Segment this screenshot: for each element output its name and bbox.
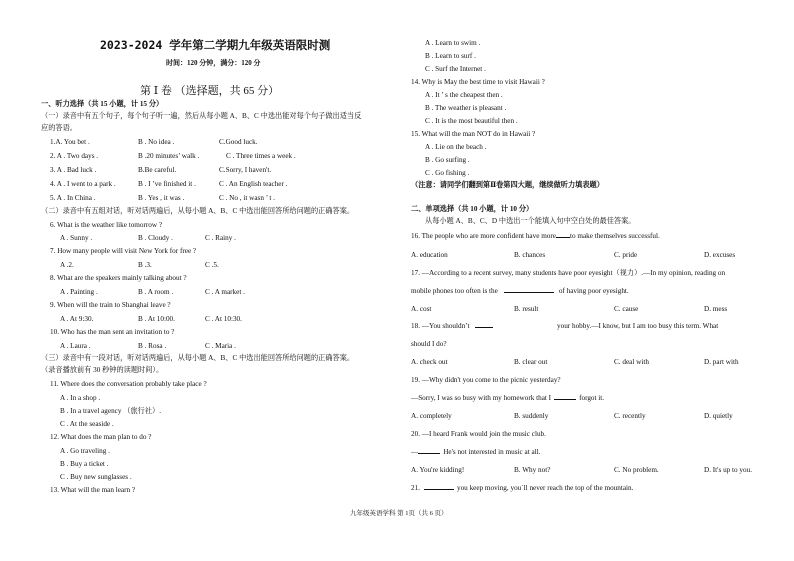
q2-option-b: B .20 minutes’ walk . [138,152,200,160]
q18-blank [475,327,493,328]
q14-option-b: B . The weather is pleasant . [425,104,507,112]
q21-blank [424,489,454,490]
q9-option-c: C . At 10:30. [205,315,242,323]
q10-option-b: B . Rosa . [138,342,167,350]
q20-option-a: A. You're kidding! [411,466,465,474]
part3-intro-line2: （录音播放前有 30 秒钟的读题时间）。 [41,366,164,374]
q18-line2: should I do? [411,340,447,348]
q20-text: He's not interested in music at all. [443,448,541,456]
choice-heading: 二、单项选择（共 10 小题，计 10 分） [411,205,534,213]
q16-option-c: C. pride [614,251,638,259]
q19-text-1: —Sorry, I was so busy with my homework that I [411,394,552,402]
q6-option-a: A . Sunny . [60,234,93,242]
q7-question: 7. How many people will visit New York for free ? [50,247,197,255]
q21-line1 [411,485,633,492]
q17-line2 [411,288,629,295]
part1-intro-line2: 应的答语。 [41,124,77,132]
q17-option-c: C. cause [614,305,639,313]
q10-question: 10. Who has the man sent an invitation to ? [50,328,175,336]
exam-title: 2023-2024 学年第二学期九年级英语限时测 [100,38,331,52]
q10-option-c: C . Maria . [205,342,236,350]
q5-option-c: C . No , it wasn ’ t . [219,194,275,202]
q19-option-c: C. recently [614,412,646,420]
q19-text-2: forgot it. [579,394,605,402]
q16-text-2: to make themselves successful. [569,232,660,240]
q21-number: 21. [411,484,420,492]
q5-option-b: B . Yes , it was . [138,194,185,202]
q11-option-b: B . In a travel agency （旅行社）. [60,407,161,415]
q10-option-a: A . Laura . [60,342,91,350]
q16-option-d: D. excuses [704,251,736,259]
q16-question [411,233,660,240]
q9-option-b: B . At 10:00. [138,315,175,323]
q8-question: 8. What are the speakers mainly talking about ? [50,274,187,282]
q12-option-a: A . Go traveling . [60,447,110,455]
q11-question: 11. Where does the conversation probably take place ? [50,380,207,388]
q20-line1: 20. —I heard Frank would join the music club. [411,430,546,438]
q1-option-c: C.Good luck. [219,138,258,146]
q20-dash: — [411,448,419,456]
q8-option-b: B . A room . [138,288,174,296]
q15-option-b: B . Go surfing . [425,156,470,164]
q20-line2 [411,449,541,456]
q20-option-d: D. It's up to you. [704,466,753,474]
q15-question: 15. What will the man NOT do in Hawaii ? [411,130,536,138]
q16-option-a: A. education [411,251,448,259]
part2-intro: （二）录音中有五组对话，听对话两遍后，从每小题 A、B、C 中选出能回答所给问题的正确答案。 [41,207,355,215]
q19-option-d: D. quietly [704,412,733,420]
q12-option-c: C . Buy new sunglasses . [60,473,132,481]
q20-option-b: B. Why not? [514,466,551,474]
part3-intro-line1: （三）录音中有一段对话，听对话两遍后，从每小题 A、B、C 中选出能回答所给问题的正确答案。 [41,354,355,362]
q12-option-b: B . Buy a ticket . [60,460,109,468]
volume-heading: 第 Ⅰ 卷 （选择题，共 65 分） [140,85,280,97]
q18-option-a: A. check out [411,358,448,366]
q16-blank [556,237,570,238]
q16-text-1: 16. The people who are more confident have more [411,232,556,240]
q19-line2 [411,395,604,402]
q11-option-c: C . At the seaside . [60,420,114,428]
choice-intro: 从每小题 A、B、C、D 中选出一个能填入句中空白处的最佳答案。 [425,217,636,225]
q4-option-c: C . An English teacher . [219,180,288,188]
listening-heading: 一、听力选择（共 15 小题，计 15 分） [41,100,164,108]
q18-option-c: C. deal with [614,358,649,366]
q18-option-b: B. clear out [514,358,548,366]
q21-text: you keep moving, you`ll never reach the top of the mountain. [456,484,634,492]
q18-option-d: D. part with [704,358,739,366]
q5-option-a: 5. A . In China . [50,194,96,202]
exam-meta: 时间：120 分钟，满分：120 分 [166,59,261,67]
q17-text-1: mobile phones too often is the [411,287,498,295]
q15-option-c: C . Go fishing . [425,169,470,177]
listening-note: （注意：请同学们翻到第Ⅱ卷第四大题，继续做听力填表题） [411,181,604,189]
q17-option-d: D. mess [704,305,728,313]
q1-option-a: 1.A. You bet . [50,138,90,146]
q19-option-a: A. completely [411,412,452,420]
q9-question: 9. When will the train to Shanghai leave ? [50,301,171,309]
q19-line1: 19. —Why didn't you come to the picnic yesterday? [411,376,561,384]
q17-line1: 17. —According to a recent survey, many students have poor eyesight（视力）.—In my opinion, reading on [411,269,726,277]
q17-option-b: B. result [514,305,539,313]
q2-option-c: C . Three times a week . [226,152,296,160]
q16-option-b: B. chances [514,251,546,259]
q18-text-2: your hobby.—I know, but I am too busy this term. What [557,322,719,330]
q14-option-a: A . It ’ s the cheapest then . [425,91,503,99]
q14-question: 14. Why is May the best time to visit Hawaii ? [411,78,545,86]
q19-blank [554,399,576,400]
q13-option-a: A . Learn to swim . [425,39,481,47]
q18-text-1a: 18. —You shouldn’t [411,322,470,330]
q17-blank [504,292,554,293]
q7-option-b: B .3. [138,261,152,269]
q4-option-b: B . I ’ve finished it . [138,180,196,188]
q3-option-c: C.Sorry, I haven't. [219,166,272,174]
q6-question: 6. What is the weather like tomorrow ? [50,221,163,229]
q17-option-a: A. cost [411,305,432,313]
q13-question: 13. What will the man learn ? [50,486,136,494]
q1-option-b: B . No idea . [138,138,175,146]
part1-intro-line1: （一）录音中有五个句子，每个句子听一遍，然后从每小题 A、B、C 中选出能对每个句子做出适当反 [41,112,362,120]
q2-option-a: 2. A . Two days . [50,152,99,160]
q7-option-a: A .2. [60,261,74,269]
q15-option-a: A . Lie on the beach . [425,143,487,151]
q20-option-c: C. No problem. [614,466,659,474]
q12-question: 12. What does the man plan to do ? [50,433,152,441]
q18-text-1 [411,323,493,330]
q3-option-b: B.Be careful. [138,166,177,174]
page-footer: 九年级英语学科 第 1页（共 6 页） [350,510,448,517]
q19-option-b: B. suddenly [514,412,549,420]
q9-option-a: A . At 9:30. [60,315,94,323]
q6-option-b: B . Cloudy . [138,234,173,242]
q13-option-b: B . Learn to surf . [425,52,476,60]
q8-option-a: A . Painting . [60,288,98,296]
q13-option-c: C . Surf the Internet . [425,65,486,73]
q7-option-c: C .5. [205,261,219,269]
q11-option-a: A . In a shop . [60,394,101,402]
q14-option-c: C . It is the most beautiful then . [425,117,518,125]
q8-option-c: C . A market . [205,288,245,296]
q4-option-a: 4. A . I went to a park . [50,180,116,188]
q3-option-a: 3. A . Bad luck . [50,166,97,174]
q6-option-c: C . Rainy . [205,234,236,242]
q17-text-2: of having poor eyesight. [558,287,629,295]
q20-blank [418,453,440,454]
